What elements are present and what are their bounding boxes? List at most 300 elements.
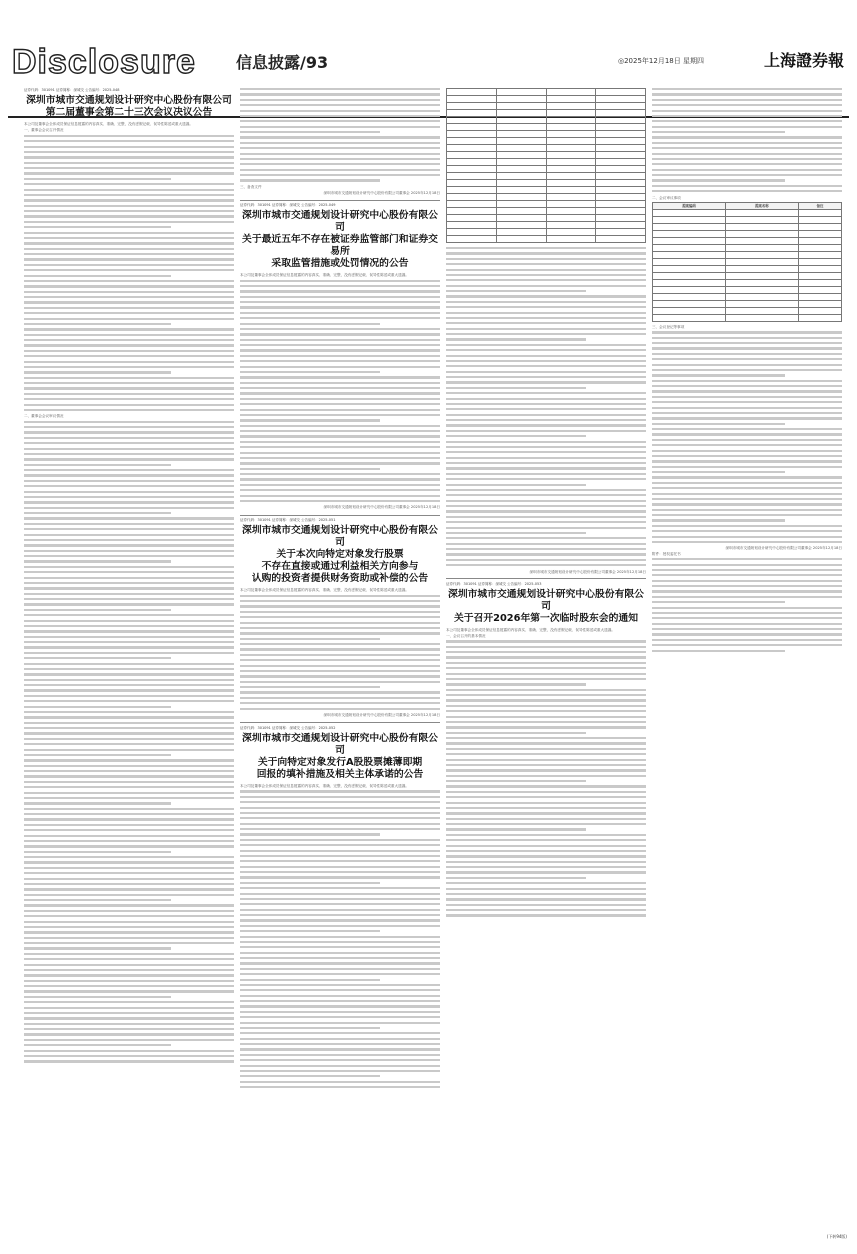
table-cell bbox=[725, 279, 798, 286]
text-line bbox=[652, 401, 842, 403]
table-cell bbox=[496, 201, 546, 208]
section-heading: 二、会议审议事项 bbox=[652, 195, 681, 200]
text-line bbox=[24, 845, 234, 847]
title-line: 不存在直接或通过利益相关方向参与 bbox=[261, 561, 419, 573]
table-cell bbox=[653, 258, 726, 265]
text-line bbox=[24, 818, 234, 820]
text-line bbox=[652, 455, 842, 457]
table-cell bbox=[447, 187, 497, 194]
table-cell bbox=[496, 166, 546, 173]
text-line bbox=[240, 371, 380, 373]
text-line bbox=[652, 580, 842, 582]
text-line bbox=[24, 334, 234, 336]
text-line bbox=[652, 519, 785, 521]
text-line bbox=[240, 605, 440, 607]
text-line bbox=[652, 104, 842, 106]
text-line bbox=[446, 850, 646, 852]
text-line bbox=[240, 979, 380, 981]
financial-table bbox=[446, 88, 646, 243]
table-cell bbox=[653, 265, 726, 272]
text-line bbox=[446, 834, 646, 836]
text-line bbox=[24, 501, 234, 503]
text-line bbox=[240, 473, 440, 475]
table-cell bbox=[653, 209, 726, 216]
table-cell bbox=[447, 201, 497, 208]
text-line bbox=[446, 317, 646, 319]
table-cell bbox=[653, 244, 726, 251]
text-line bbox=[24, 146, 234, 148]
text-line bbox=[24, 258, 234, 260]
table-cell bbox=[725, 244, 798, 251]
text-line bbox=[652, 596, 842, 598]
text-line bbox=[24, 437, 234, 439]
text-line bbox=[240, 1016, 440, 1018]
text-line bbox=[240, 1022, 440, 1024]
text-line bbox=[240, 360, 440, 362]
table-cell bbox=[546, 110, 596, 117]
text-line bbox=[24, 904, 234, 906]
table-row bbox=[653, 314, 842, 321]
text-line bbox=[240, 855, 440, 857]
text-line bbox=[240, 179, 380, 181]
text-line bbox=[240, 807, 440, 809]
text-line bbox=[446, 484, 586, 486]
title-line: 深圳市城市交通规划设计研究中心股份有限公司 bbox=[242, 732, 438, 756]
text-line bbox=[240, 702, 440, 704]
text-line bbox=[24, 189, 234, 191]
text-line bbox=[24, 786, 234, 788]
text-line bbox=[652, 358, 842, 360]
table-cell bbox=[496, 138, 546, 145]
text-line bbox=[652, 179, 785, 181]
text-line bbox=[24, 598, 234, 600]
text-line bbox=[240, 936, 440, 938]
table-cell bbox=[596, 159, 646, 166]
text-line bbox=[24, 1033, 234, 1035]
table-cell bbox=[546, 173, 596, 180]
text-line bbox=[446, 473, 646, 475]
text-line bbox=[24, 205, 234, 207]
text-line bbox=[24, 528, 234, 530]
text-line bbox=[240, 659, 440, 661]
table-cell bbox=[653, 230, 726, 237]
section-heading: 三、备查文件 bbox=[240, 184, 262, 189]
table-cell bbox=[596, 229, 646, 236]
table-cell bbox=[596, 187, 646, 194]
text-line bbox=[240, 484, 440, 486]
text-line bbox=[240, 446, 440, 448]
text-line bbox=[446, 247, 646, 249]
text-line bbox=[240, 296, 440, 298]
text-line bbox=[240, 174, 440, 176]
text-line bbox=[240, 812, 440, 814]
text-line bbox=[240, 1038, 440, 1040]
text-line bbox=[24, 593, 234, 595]
text-line bbox=[446, 371, 646, 373]
column-2 bbox=[240, 88, 440, 1092]
text-line bbox=[446, 775, 646, 777]
text-line bbox=[446, 516, 646, 518]
table-cell bbox=[546, 166, 596, 173]
table-cell bbox=[596, 96, 646, 103]
body-text-block bbox=[652, 558, 842, 652]
table-cell bbox=[653, 223, 726, 230]
text-line bbox=[240, 312, 440, 314]
announcement-code: 证券代码：301091 证券简称：深城交 公告编号：2025-048 bbox=[24, 88, 120, 92]
text-line bbox=[240, 136, 440, 138]
text-line bbox=[24, 215, 234, 217]
text-line bbox=[240, 500, 440, 502]
text-line bbox=[240, 441, 440, 443]
text-line bbox=[652, 439, 842, 441]
table-cell bbox=[546, 159, 596, 166]
text-line bbox=[446, 667, 646, 669]
table-cell bbox=[447, 96, 497, 103]
body-text-block bbox=[24, 421, 234, 1063]
text-line bbox=[24, 824, 234, 826]
announcement-board-resolution bbox=[24, 88, 234, 1063]
text-line bbox=[24, 366, 234, 368]
text-line bbox=[446, 333, 646, 335]
text-line bbox=[446, 559, 646, 561]
text-line bbox=[446, 365, 646, 367]
text-line bbox=[24, 792, 234, 794]
table-cell bbox=[447, 173, 497, 180]
text-line bbox=[446, 435, 586, 437]
text-line bbox=[240, 941, 440, 943]
text-line bbox=[446, 694, 646, 696]
text-line bbox=[446, 888, 646, 890]
body-text-block bbox=[446, 247, 646, 566]
table-cell bbox=[798, 314, 841, 321]
text-line bbox=[24, 296, 234, 298]
table-row bbox=[447, 166, 646, 173]
table-row bbox=[653, 230, 842, 237]
text-line bbox=[652, 503, 842, 505]
text-line bbox=[446, 322, 646, 324]
text-line bbox=[240, 339, 440, 341]
text-line bbox=[24, 491, 234, 493]
text-line bbox=[24, 199, 234, 201]
divider bbox=[446, 578, 646, 579]
table-cell bbox=[725, 237, 798, 244]
text-line bbox=[24, 398, 234, 400]
table-cell bbox=[546, 187, 596, 194]
text-line bbox=[446, 737, 646, 739]
text-line bbox=[24, 550, 234, 552]
table-cell bbox=[798, 223, 841, 230]
text-line bbox=[652, 153, 842, 155]
text-line bbox=[446, 269, 646, 271]
text-line bbox=[24, 544, 234, 546]
text-line bbox=[240, 616, 440, 618]
table-row bbox=[447, 96, 646, 103]
text-line bbox=[24, 980, 234, 982]
text-line bbox=[240, 120, 440, 122]
text-line bbox=[446, 258, 646, 260]
text-line bbox=[24, 291, 234, 293]
body-text-block bbox=[652, 88, 842, 192]
text-line bbox=[24, 318, 234, 320]
text-line bbox=[240, 995, 440, 997]
table-cell bbox=[496, 236, 546, 243]
text-line bbox=[652, 396, 842, 398]
column-1 bbox=[24, 88, 234, 1067]
text-line bbox=[446, 871, 646, 873]
table-row bbox=[653, 216, 842, 223]
text-line bbox=[24, 323, 171, 325]
table-cell bbox=[496, 187, 546, 194]
text-line bbox=[446, 521, 646, 523]
table-row bbox=[653, 209, 842, 216]
text-line bbox=[24, 442, 234, 444]
text-line bbox=[240, 882, 380, 884]
text-line bbox=[24, 910, 234, 912]
text-line bbox=[652, 487, 842, 489]
text-line bbox=[240, 708, 440, 710]
text-line bbox=[446, 909, 646, 911]
text-line bbox=[24, 210, 234, 212]
text-line bbox=[446, 478, 646, 480]
table-cell bbox=[653, 251, 726, 258]
text-line bbox=[240, 844, 440, 846]
text-line bbox=[24, 985, 234, 987]
text-line bbox=[24, 915, 234, 917]
text-line bbox=[240, 600, 440, 602]
text-line bbox=[240, 462, 440, 464]
text-line bbox=[240, 93, 440, 95]
text-line bbox=[240, 280, 440, 282]
table-cell bbox=[546, 145, 596, 152]
text-line bbox=[24, 931, 234, 933]
body-text-block bbox=[24, 135, 234, 411]
table-cell bbox=[725, 314, 798, 321]
text-line bbox=[24, 765, 234, 767]
table-row bbox=[653, 265, 842, 272]
text-line bbox=[652, 558, 842, 560]
text-line bbox=[240, 1011, 440, 1013]
text-line bbox=[24, 679, 234, 681]
table-cell bbox=[798, 237, 841, 244]
table-cell bbox=[725, 293, 798, 300]
text-line bbox=[24, 996, 171, 998]
text-line bbox=[24, 221, 234, 223]
text-line bbox=[446, 914, 646, 916]
text-line bbox=[24, 1028, 234, 1030]
text-line bbox=[24, 625, 234, 627]
table-cell bbox=[546, 194, 596, 201]
signature: 深圳市城市交通规划设计研究中心股份有限公司董事会 2025年12月18日 bbox=[725, 546, 842, 551]
text-line bbox=[652, 331, 842, 333]
text-line bbox=[652, 412, 842, 414]
table-cell bbox=[725, 258, 798, 265]
text-line bbox=[24, 377, 234, 379]
text-line bbox=[652, 369, 842, 371]
text-line bbox=[446, 419, 646, 421]
text-line bbox=[24, 162, 234, 164]
table-row bbox=[447, 208, 646, 215]
text-line bbox=[24, 937, 234, 939]
table-row bbox=[447, 215, 646, 222]
text-line bbox=[24, 964, 234, 966]
text-line bbox=[240, 691, 440, 693]
table-row bbox=[447, 236, 646, 243]
continued-note: (下转94版) bbox=[826, 1234, 847, 1239]
text-line bbox=[446, 392, 646, 394]
text-line bbox=[240, 860, 440, 862]
table-row bbox=[447, 124, 646, 131]
table-cell bbox=[496, 89, 546, 96]
text-line bbox=[24, 861, 234, 863]
text-line bbox=[446, 467, 646, 469]
text-line bbox=[24, 312, 234, 314]
text-line bbox=[24, 371, 171, 373]
table-cell bbox=[596, 180, 646, 187]
text-line bbox=[446, 683, 586, 685]
table-cell bbox=[546, 152, 596, 159]
table-cell bbox=[447, 159, 497, 166]
table-row bbox=[447, 152, 646, 159]
table-cell bbox=[596, 152, 646, 159]
table-cell bbox=[546, 215, 596, 222]
text-line bbox=[24, 716, 234, 718]
text-line bbox=[24, 393, 234, 395]
text-line bbox=[24, 689, 234, 691]
text-line bbox=[24, 609, 171, 611]
text-line bbox=[652, 444, 842, 446]
text-line bbox=[24, 534, 234, 536]
text-line bbox=[652, 93, 842, 95]
text-line bbox=[446, 716, 646, 718]
text-line bbox=[652, 407, 842, 409]
text-line bbox=[446, 446, 646, 448]
text-line bbox=[446, 764, 646, 766]
text-line bbox=[240, 355, 440, 357]
text-line bbox=[240, 675, 440, 677]
text-line bbox=[24, 361, 234, 363]
body-text-block bbox=[240, 88, 440, 182]
table-cell bbox=[496, 180, 546, 187]
text-line bbox=[446, 732, 586, 734]
text-line bbox=[24, 727, 234, 729]
table-cell bbox=[447, 145, 497, 152]
announcement-title bbox=[240, 525, 440, 585]
text-line bbox=[240, 957, 440, 959]
table-cell bbox=[546, 138, 596, 145]
text-line bbox=[24, 630, 234, 632]
text-line bbox=[240, 632, 440, 634]
text-line bbox=[240, 403, 440, 405]
text-line bbox=[24, 732, 234, 734]
text-line bbox=[24, 668, 234, 670]
text-line bbox=[24, 673, 234, 675]
text-line bbox=[446, 398, 646, 400]
table-cell bbox=[798, 230, 841, 237]
table-cell bbox=[725, 307, 798, 314]
table-cell bbox=[546, 222, 596, 229]
text-line bbox=[240, 968, 440, 970]
text-line bbox=[24, 448, 234, 450]
text-line bbox=[240, 648, 440, 650]
divider bbox=[240, 722, 440, 723]
text-line bbox=[446, 295, 646, 297]
table-cell bbox=[798, 307, 841, 314]
text-line bbox=[24, 539, 234, 541]
text-line bbox=[24, 474, 234, 476]
table-cell bbox=[546, 201, 596, 208]
announcement-code: 证券代码：301091 证券简称：深城交 公告编号：2025-052 bbox=[240, 725, 336, 730]
text-line bbox=[24, 512, 171, 514]
text-line bbox=[240, 686, 380, 688]
announcement-intro: 本公司及董事会全体成员保证信息披露的内容真实、准确、完整，没有虚假记载、误导性陈述或重大遗漏。 bbox=[240, 783, 409, 788]
table-cell bbox=[596, 103, 646, 110]
table-cell bbox=[798, 209, 841, 216]
text-line bbox=[240, 833, 380, 835]
table-cell bbox=[596, 166, 646, 173]
table-row bbox=[447, 110, 646, 117]
signature: 深圳市城市交通规划设计研究中心股份有限公司董事会 2025年12月18日 bbox=[323, 191, 440, 196]
text-line bbox=[240, 425, 440, 427]
text-line bbox=[240, 952, 440, 954]
text-line bbox=[652, 347, 842, 349]
table-cell bbox=[653, 307, 726, 314]
text-line bbox=[240, 1048, 440, 1050]
table-row bbox=[653, 258, 842, 265]
text-line bbox=[240, 595, 440, 597]
text-line bbox=[240, 435, 440, 437]
text-line bbox=[446, 403, 646, 405]
table-header-cell: 提案名称 bbox=[725, 202, 798, 209]
table-row bbox=[447, 194, 646, 201]
text-line bbox=[240, 344, 440, 346]
text-line bbox=[652, 423, 785, 425]
text-line bbox=[24, 264, 234, 266]
text-line bbox=[446, 355, 646, 357]
text-line bbox=[24, 587, 234, 589]
section-heading: 一、会议召开的基本情况 bbox=[446, 633, 486, 638]
text-line bbox=[24, 387, 234, 389]
text-line bbox=[652, 115, 842, 117]
text-line bbox=[240, 796, 440, 798]
announcement-code: 证券代码：301091 证券简称：深城交 公告编号：2025-053 bbox=[446, 581, 542, 586]
text-line bbox=[240, 654, 440, 656]
text-line bbox=[446, 441, 646, 443]
table-header-cell: 提案编码 bbox=[653, 202, 726, 209]
text-line bbox=[240, 973, 440, 975]
table-cell bbox=[546, 229, 596, 236]
table-row bbox=[447, 145, 646, 152]
table-cell bbox=[496, 229, 546, 236]
text-line bbox=[446, 861, 646, 863]
text-line bbox=[446, 548, 646, 550]
table-cell bbox=[546, 131, 596, 138]
text-line bbox=[24, 700, 234, 702]
text-line bbox=[240, 147, 440, 149]
body-text-block bbox=[446, 640, 646, 916]
table-cell bbox=[596, 173, 646, 180]
text-line bbox=[652, 617, 842, 619]
text-line bbox=[24, 872, 234, 874]
table-cell bbox=[798, 251, 841, 258]
table-cell bbox=[725, 300, 798, 307]
text-line bbox=[446, 893, 646, 895]
text-line bbox=[24, 663, 234, 665]
text-line bbox=[446, 759, 646, 761]
table-cell bbox=[725, 216, 798, 223]
table-cell bbox=[496, 152, 546, 159]
announcement-no-financial-aid bbox=[240, 518, 440, 718]
table-cell bbox=[596, 208, 646, 215]
